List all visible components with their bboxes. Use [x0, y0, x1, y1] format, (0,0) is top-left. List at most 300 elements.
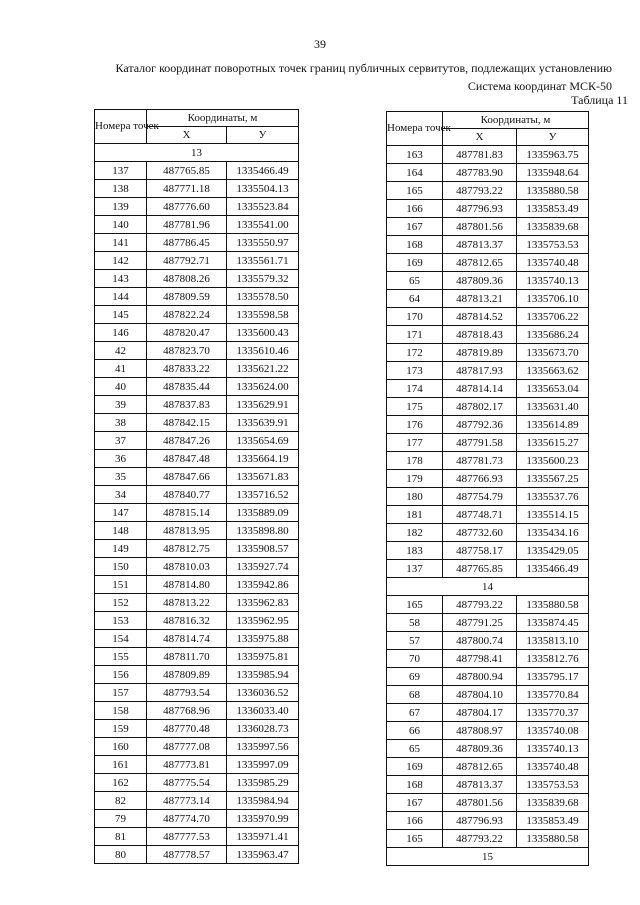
- y-coordinate-cell: 1335624.00: [227, 378, 299, 396]
- x-coordinate-cell: 487793.54: [147, 684, 227, 702]
- x-coordinate-cell: 487796.93: [443, 812, 517, 830]
- table-row: [387, 632, 589, 650]
- point-number-cell: 176: [387, 416, 443, 434]
- y-coordinate-cell: 1335839.68: [517, 794, 589, 812]
- table-row: [95, 414, 299, 432]
- x-coordinate-cell: 487809.89: [147, 666, 227, 684]
- point-number-cell: 150: [95, 558, 147, 576]
- section-number: 14: [387, 578, 589, 596]
- point-number-cell: 183: [387, 542, 443, 560]
- table-row: [387, 794, 589, 812]
- y-coordinate-cell: 1335610.46: [227, 342, 299, 360]
- point-number-cell: 165: [387, 182, 443, 200]
- table-row: [387, 524, 589, 542]
- table-row: [95, 468, 299, 486]
- x-coordinate-cell: 487765.85: [443, 560, 517, 578]
- x-coordinate-cell: 487822.24: [147, 306, 227, 324]
- x-coordinate-cell: 487804.17: [443, 704, 517, 722]
- coordinate-system: Система координат МСК-50: [467, 79, 612, 93]
- y-coordinate-cell: 1335880.58: [517, 830, 589, 848]
- x-coordinate-cell: 487773.81: [147, 756, 227, 774]
- x-coordinate-cell: 487809.36: [443, 740, 517, 758]
- x-coordinate-cell: 487820.47: [147, 324, 227, 342]
- point-number-cell: 158: [95, 702, 147, 720]
- table-row: [95, 720, 299, 738]
- point-number-cell: 66: [387, 722, 443, 740]
- table-row: [95, 162, 299, 180]
- y-coordinate-cell: 1335614.89: [517, 416, 589, 434]
- y-coordinate-cell: 1335550.97: [227, 234, 299, 252]
- table-row: [95, 324, 299, 342]
- point-number-cell: 39: [95, 396, 147, 414]
- x-coordinate-cell: 487809.36: [443, 272, 517, 290]
- table-row: [95, 288, 299, 306]
- table-row: [95, 828, 299, 846]
- x-coordinate-cell: 487748.71: [443, 506, 517, 524]
- point-number-cell: 156: [95, 666, 147, 684]
- y-coordinate-cell: 1336033.40: [227, 702, 299, 720]
- section-number: 15: [387, 848, 589, 866]
- x-coordinate-cell: 487754.79: [443, 488, 517, 506]
- table-row: [387, 740, 589, 758]
- x-coordinate-cell: 487808.26: [147, 270, 227, 288]
- table-row: [387, 182, 589, 200]
- point-number-cell: 82: [95, 792, 147, 810]
- point-number-cell: 137: [95, 162, 147, 180]
- x-coordinate-cell: 487774.70: [147, 810, 227, 828]
- point-number-cell: 179: [387, 470, 443, 488]
- x-coordinate-cell: 487840.77: [147, 486, 227, 504]
- table-row: [387, 272, 589, 290]
- y-coordinate-cell: 1335504.13: [227, 180, 299, 198]
- table-row: [387, 452, 589, 470]
- x-coordinate-cell: 487814.14: [443, 380, 517, 398]
- table-row: [95, 180, 299, 198]
- point-number-cell: 65: [387, 272, 443, 290]
- table-row: [95, 738, 299, 756]
- table-row: [95, 792, 299, 810]
- table-row: [387, 218, 589, 236]
- y-coordinate-cell: 1335740.48: [517, 758, 589, 776]
- y-coordinate-cell: 1335898.80: [227, 522, 299, 540]
- x-coordinate-cell: 487777.08: [147, 738, 227, 756]
- x-coordinate-cell: 487818.43: [443, 326, 517, 344]
- y-coordinate-cell: 1335671.83: [227, 468, 299, 486]
- x-coordinate-cell: 487793.22: [443, 182, 517, 200]
- table-row: [95, 702, 299, 720]
- x-coordinate-cell: 487786.45: [147, 234, 227, 252]
- table-row: [95, 846, 299, 864]
- point-number-cell: 34: [95, 486, 147, 504]
- x-coordinate-cell: 487815.14: [147, 504, 227, 522]
- point-number-cell: 141: [95, 234, 147, 252]
- table-row: [387, 704, 589, 722]
- header-y: У: [517, 129, 589, 146]
- y-coordinate-cell: 1335706.22: [517, 308, 589, 326]
- table-row: [387, 596, 589, 614]
- table-row: [95, 378, 299, 396]
- section-number: 13: [95, 144, 299, 162]
- y-coordinate-cell: 1335753.53: [517, 776, 589, 794]
- y-coordinate-cell: 1335880.58: [517, 182, 589, 200]
- point-number-cell: 174: [387, 380, 443, 398]
- table-label: Таблица 11: [571, 93, 628, 107]
- y-coordinate-cell: 1335663.62: [517, 362, 589, 380]
- point-number-cell: 178: [387, 452, 443, 470]
- table-row: [387, 542, 589, 560]
- y-coordinate-cell: 1335561.71: [227, 252, 299, 270]
- y-coordinate-cell: 1335963.75: [517, 146, 589, 164]
- x-coordinate-cell: 487798.41: [443, 650, 517, 668]
- document-title: Каталог координат поворотных точек границ публичных сервитутов, подлежащих установлению: [115, 61, 612, 75]
- header-coordinates: Координаты, м: [443, 112, 589, 129]
- x-coordinate-cell: 487813.37: [443, 236, 517, 254]
- x-coordinate-cell: 487776.60: [147, 198, 227, 216]
- table-row: [387, 434, 589, 452]
- table-row: [387, 776, 589, 794]
- table-row: [95, 432, 299, 450]
- y-coordinate-cell: 1335466.49: [517, 560, 589, 578]
- x-coordinate-cell: 487835.44: [147, 378, 227, 396]
- table-row: [387, 146, 589, 164]
- point-number-cell: 165: [387, 830, 443, 848]
- x-coordinate-cell: 487814.52: [443, 308, 517, 326]
- y-coordinate-cell: 1335770.37: [517, 704, 589, 722]
- point-number-cell: 151: [95, 576, 147, 594]
- section-row: [387, 848, 589, 866]
- table-row: [95, 684, 299, 702]
- point-number-cell: 161: [95, 756, 147, 774]
- y-coordinate-cell: 1335971.41: [227, 828, 299, 846]
- x-coordinate-cell: 487793.22: [443, 596, 517, 614]
- table-row: [95, 648, 299, 666]
- x-coordinate-cell: 487771.18: [147, 180, 227, 198]
- y-coordinate-cell: 1335600.23: [517, 452, 589, 470]
- x-coordinate-cell: 487768.96: [147, 702, 227, 720]
- point-number-cell: 167: [387, 794, 443, 812]
- x-coordinate-cell: 487812.65: [443, 758, 517, 776]
- y-coordinate-cell: 1335740.48: [517, 254, 589, 272]
- x-coordinate-cell: 487800.94: [443, 668, 517, 686]
- point-number-cell: 137: [387, 560, 443, 578]
- point-number-cell: 143: [95, 270, 147, 288]
- x-coordinate-cell: 487847.48: [147, 450, 227, 468]
- point-number-cell: 149: [95, 540, 147, 558]
- x-coordinate-cell: 487801.56: [443, 794, 517, 812]
- table-row: [387, 254, 589, 272]
- y-coordinate-cell: 1335629.91: [227, 396, 299, 414]
- y-coordinate-cell: 1335942.86: [227, 576, 299, 594]
- y-coordinate-cell: 1335975.88: [227, 630, 299, 648]
- point-number-cell: 144: [95, 288, 147, 306]
- x-coordinate-cell: 487804.10: [443, 686, 517, 704]
- y-coordinate-cell: 1335654.69: [227, 432, 299, 450]
- table-row: [95, 270, 299, 288]
- y-coordinate-cell: 1335770.84: [517, 686, 589, 704]
- y-coordinate-cell: 1335753.53: [517, 236, 589, 254]
- table-row: [95, 810, 299, 828]
- point-number-cell: 146: [95, 324, 147, 342]
- point-number-cell: 160: [95, 738, 147, 756]
- table-row: [95, 612, 299, 630]
- x-coordinate-cell: 487781.96: [147, 216, 227, 234]
- point-number-cell: 180: [387, 488, 443, 506]
- table-row: [387, 812, 589, 830]
- x-coordinate-cell: 487777.53: [147, 828, 227, 846]
- table-row: [387, 326, 589, 344]
- point-number-cell: 70: [387, 650, 443, 668]
- y-coordinate-cell: 1335970.99: [227, 810, 299, 828]
- x-coordinate-cell: 487817.93: [443, 362, 517, 380]
- y-coordinate-cell: 1335985.94: [227, 666, 299, 684]
- point-number-cell: 139: [95, 198, 147, 216]
- table-row: [387, 488, 589, 506]
- table-row: [95, 576, 299, 594]
- y-coordinate-cell: 1335686.24: [517, 326, 589, 344]
- x-coordinate-cell: 487809.59: [147, 288, 227, 306]
- table-row: [95, 630, 299, 648]
- left-coordinates-table: [94, 109, 299, 864]
- point-number-cell: 153: [95, 612, 147, 630]
- point-number-cell: 58: [387, 614, 443, 632]
- point-number-cell: 142: [95, 252, 147, 270]
- table-row: [387, 380, 589, 398]
- table-row: [387, 614, 589, 632]
- y-coordinate-cell: 1335653.04: [517, 380, 589, 398]
- y-coordinate-cell: 1335853.49: [517, 200, 589, 218]
- header-y: У: [227, 127, 299, 144]
- table-row: [95, 666, 299, 684]
- point-number-cell: 57: [387, 632, 443, 650]
- x-coordinate-cell: 487796.93: [443, 200, 517, 218]
- y-coordinate-cell: 1335706.10: [517, 290, 589, 308]
- section-row: [387, 578, 589, 596]
- point-number-cell: 171: [387, 326, 443, 344]
- y-coordinate-cell: 1336036.52: [227, 684, 299, 702]
- header-point-number: Номера точек: [95, 110, 147, 144]
- y-coordinate-cell: 1335740.13: [517, 740, 589, 758]
- table-row: [387, 290, 589, 308]
- table-row: [387, 506, 589, 524]
- x-coordinate-cell: 487770.48: [147, 720, 227, 738]
- x-coordinate-cell: 487765.85: [147, 162, 227, 180]
- point-number-cell: 182: [387, 524, 443, 542]
- point-number-cell: 40: [95, 378, 147, 396]
- point-number-cell: 157: [95, 684, 147, 702]
- point-number-cell: 181: [387, 506, 443, 524]
- table-row: [95, 756, 299, 774]
- y-coordinate-cell: 1335541.00: [227, 216, 299, 234]
- table-row: [387, 722, 589, 740]
- point-number-cell: 163: [387, 146, 443, 164]
- y-coordinate-cell: 1335579.32: [227, 270, 299, 288]
- table-row: [95, 594, 299, 612]
- point-number-cell: 164: [387, 164, 443, 182]
- point-number-cell: 170: [387, 308, 443, 326]
- table-row: [387, 362, 589, 380]
- x-coordinate-cell: 487732.60: [443, 524, 517, 542]
- point-number-cell: 152: [95, 594, 147, 612]
- y-coordinate-cell: 1335948.64: [517, 164, 589, 182]
- y-coordinate-cell: 1335514.15: [517, 506, 589, 524]
- left-table-body: [95, 144, 299, 864]
- x-coordinate-cell: 487791.25: [443, 614, 517, 632]
- point-number-cell: 154: [95, 630, 147, 648]
- y-coordinate-cell: 1335598.58: [227, 306, 299, 324]
- y-coordinate-cell: 1335812.76: [517, 650, 589, 668]
- y-coordinate-cell: 1335466.49: [227, 162, 299, 180]
- y-coordinate-cell: 1335908.57: [227, 540, 299, 558]
- y-coordinate-cell: 1335434.16: [517, 524, 589, 542]
- header-x: X: [443, 129, 517, 146]
- header-coordinates: Координаты, м: [147, 110, 299, 127]
- table-row: [387, 398, 589, 416]
- point-number-cell: 162: [95, 774, 147, 792]
- page-number: 39: [314, 37, 326, 51]
- header-x: X: [147, 127, 227, 144]
- x-coordinate-cell: 487800.74: [443, 632, 517, 650]
- table-row: [387, 236, 589, 254]
- y-coordinate-cell: 1335621.22: [227, 360, 299, 378]
- table-row: [387, 470, 589, 488]
- point-number-cell: 38: [95, 414, 147, 432]
- point-number-cell: 165: [387, 596, 443, 614]
- table-row: [95, 774, 299, 792]
- table-row: [95, 360, 299, 378]
- x-coordinate-cell: 487802.17: [443, 398, 517, 416]
- table-row: [387, 344, 589, 362]
- x-coordinate-cell: 487837.83: [147, 396, 227, 414]
- table-row: [95, 306, 299, 324]
- x-coordinate-cell: 487766.93: [443, 470, 517, 488]
- point-number-cell: 175: [387, 398, 443, 416]
- y-coordinate-cell: 1335880.58: [517, 596, 589, 614]
- y-coordinate-cell: 1335537.76: [517, 488, 589, 506]
- table-row: [387, 650, 589, 668]
- x-coordinate-cell: 487783.90: [443, 164, 517, 182]
- right-coordinates-table: [386, 111, 589, 866]
- x-coordinate-cell: 487801.56: [443, 218, 517, 236]
- table-row: [95, 216, 299, 234]
- y-coordinate-cell: 1335975.81: [227, 648, 299, 666]
- x-coordinate-cell: 487793.22: [443, 830, 517, 848]
- y-coordinate-cell: 1335813.10: [517, 632, 589, 650]
- table-row: [387, 668, 589, 686]
- point-number-cell: 145: [95, 306, 147, 324]
- right-table-body: [387, 146, 589, 866]
- y-coordinate-cell: 1335963.47: [227, 846, 299, 864]
- x-coordinate-cell: 487813.37: [443, 776, 517, 794]
- x-coordinate-cell: 487833.22: [147, 360, 227, 378]
- y-coordinate-cell: 1335795.17: [517, 668, 589, 686]
- x-coordinate-cell: 487792.71: [147, 252, 227, 270]
- y-coordinate-cell: 1335962.83: [227, 594, 299, 612]
- point-number-cell: 79: [95, 810, 147, 828]
- point-number-cell: 173: [387, 362, 443, 380]
- y-coordinate-cell: 1336028.73: [227, 720, 299, 738]
- point-number-cell: 167: [387, 218, 443, 236]
- point-number-cell: 36: [95, 450, 147, 468]
- y-coordinate-cell: 1335889.09: [227, 504, 299, 522]
- point-number-cell: 37: [95, 432, 147, 450]
- x-coordinate-cell: 487823.70: [147, 342, 227, 360]
- x-coordinate-cell: 487816.32: [147, 612, 227, 630]
- table-row: [387, 758, 589, 776]
- y-coordinate-cell: 1335639.91: [227, 414, 299, 432]
- point-number-cell: 168: [387, 776, 443, 794]
- point-number-cell: 169: [387, 758, 443, 776]
- point-number-cell: 64: [387, 290, 443, 308]
- table-row: [387, 164, 589, 182]
- x-coordinate-cell: 487808.97: [443, 722, 517, 740]
- point-number-cell: 159: [95, 720, 147, 738]
- x-coordinate-cell: 487773.14: [147, 792, 227, 810]
- x-coordinate-cell: 487791.58: [443, 434, 517, 452]
- point-number-cell: 80: [95, 846, 147, 864]
- point-number-cell: 140: [95, 216, 147, 234]
- point-number-cell: 35: [95, 468, 147, 486]
- x-coordinate-cell: 487819.89: [443, 344, 517, 362]
- x-coordinate-cell: 487812.75: [147, 540, 227, 558]
- y-coordinate-cell: 1335839.68: [517, 218, 589, 236]
- y-coordinate-cell: 1335615.27: [517, 434, 589, 452]
- table-row: [95, 396, 299, 414]
- x-coordinate-cell: 487778.57: [147, 846, 227, 864]
- table-row: [387, 830, 589, 848]
- y-coordinate-cell: 1335853.49: [517, 812, 589, 830]
- point-number-cell: 155: [95, 648, 147, 666]
- y-coordinate-cell: 1335673.70: [517, 344, 589, 362]
- point-number-cell: 148: [95, 522, 147, 540]
- x-coordinate-cell: 487847.26: [147, 432, 227, 450]
- point-number-cell: 172: [387, 344, 443, 362]
- y-coordinate-cell: 1335997.56: [227, 738, 299, 756]
- point-number-cell: 177: [387, 434, 443, 452]
- x-coordinate-cell: 487813.95: [147, 522, 227, 540]
- table-row: [95, 558, 299, 576]
- table-row: [95, 252, 299, 270]
- x-coordinate-cell: 487814.74: [147, 630, 227, 648]
- y-coordinate-cell: 1335962.95: [227, 612, 299, 630]
- x-coordinate-cell: 487842.15: [147, 414, 227, 432]
- y-coordinate-cell: 1335740.13: [517, 272, 589, 290]
- table-row: [95, 540, 299, 558]
- point-number-cell: 68: [387, 686, 443, 704]
- y-coordinate-cell: 1335984.94: [227, 792, 299, 810]
- x-coordinate-cell: 487781.83: [443, 146, 517, 164]
- x-coordinate-cell: 487811.70: [147, 648, 227, 666]
- table-row: [95, 486, 299, 504]
- table-row: [95, 342, 299, 360]
- table-row: [95, 504, 299, 522]
- x-coordinate-cell: 487781.73: [443, 452, 517, 470]
- y-coordinate-cell: 1335631.40: [517, 398, 589, 416]
- point-number-cell: 41: [95, 360, 147, 378]
- table-row: [95, 198, 299, 216]
- point-number-cell: 168: [387, 236, 443, 254]
- y-coordinate-cell: 1335578.50: [227, 288, 299, 306]
- y-coordinate-cell: 1335567.25: [517, 470, 589, 488]
- x-coordinate-cell: 487758.17: [443, 542, 517, 560]
- x-coordinate-cell: 487813.21: [443, 290, 517, 308]
- y-coordinate-cell: 1335523.84: [227, 198, 299, 216]
- x-coordinate-cell: 487812.65: [443, 254, 517, 272]
- table-row: [387, 560, 589, 578]
- y-coordinate-cell: 1335985.29: [227, 774, 299, 792]
- point-number-cell: 67: [387, 704, 443, 722]
- y-coordinate-cell: 1335927.74: [227, 558, 299, 576]
- point-number-cell: 69: [387, 668, 443, 686]
